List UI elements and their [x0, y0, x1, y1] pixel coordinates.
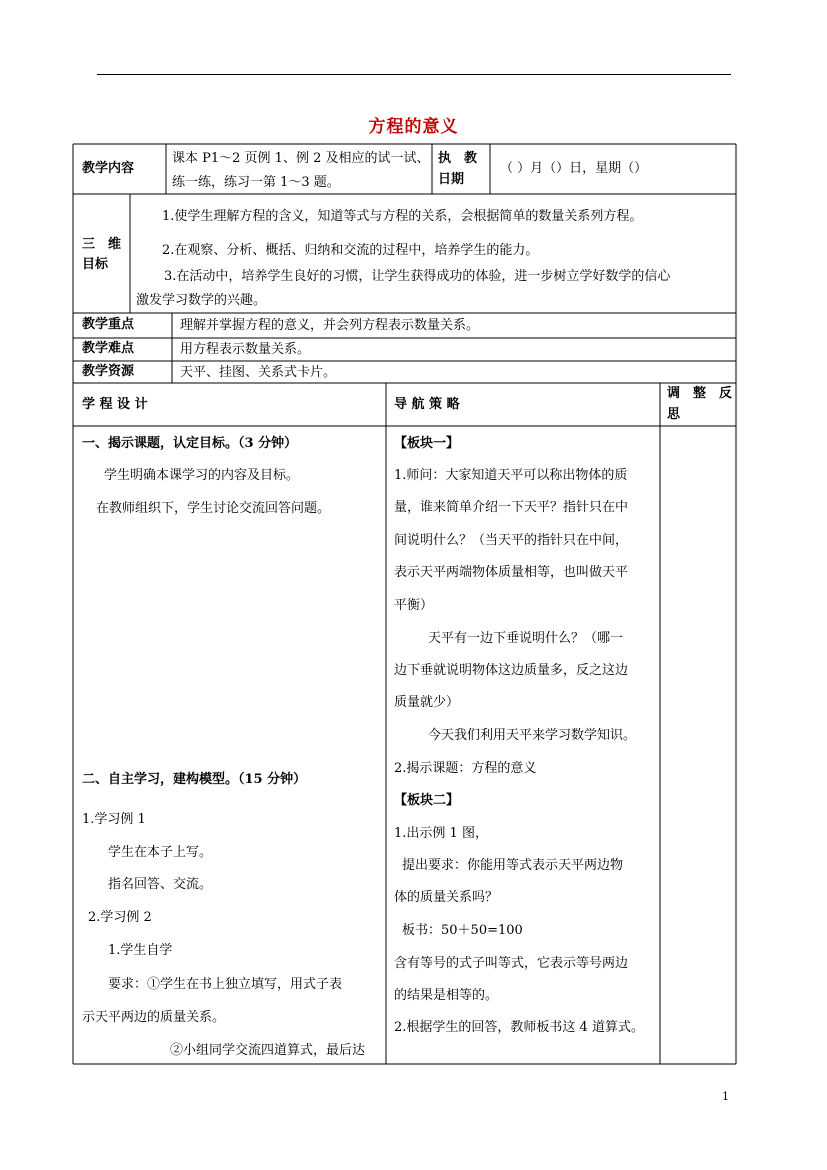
resources-label: 教学资源 [82, 364, 135, 379]
page-number: 1 [722, 1090, 729, 1103]
design-s1-p2: 在教师组织下，学生讨论交流回答问题。 [96, 501, 331, 516]
design-s2-l6: 要求：①学生在书上独立填写，用式子表 [108, 977, 343, 992]
key-points-value: 理解并掌握方程的意义，并会列方程表示数量关系。 [180, 318, 480, 333]
strategy-block-2-heading: 【板块二】 [394, 793, 460, 808]
design-s2-l3: 指名回答、交流。 [108, 877, 213, 892]
goals-label-2: 目标 [82, 257, 109, 272]
strategy-b2-l4: 板书：50＋50=100 [402, 923, 523, 938]
design-s1-p1: 学生明确本课学习的内容及目标。 [104, 468, 300, 483]
goal-item-2: 2.在观察、分析、概括、归纳和交流的过程中，培养学生的能力。 [162, 243, 539, 258]
header-rule [97, 74, 731, 75]
strategy-b1-l6: 天平有一边下垂说明什么？（哪一 [428, 631, 624, 646]
design-section-1-heading: 一、揭示课题，认定目标。（3 分钟） [82, 436, 298, 451]
difficulty-label: 教学难点 [82, 341, 135, 356]
strategy-b2-l2: 提出要求：你能用等式表示天平两边物 [402, 858, 624, 873]
content-line-2: 练一练，练习一第 1～3 题。 [172, 175, 340, 190]
strategy-b1-l1: 1.师问：大家知道天平可以称出物体的质 [394, 468, 628, 483]
strategy-b1-l8: 质量就少） [394, 695, 460, 710]
strategy-b1-l7: 边下垂就说明物体这边质量多，反之这边 [394, 663, 629, 678]
strategy-b2-l3: 体的质量关系吗？ [394, 890, 499, 905]
strategy-b1-l2: 量，谁来简单介绍一下天平？指针只在中 [394, 500, 629, 515]
goal-item-3-line-2: 激发学习数学的兴趣。 [136, 293, 267, 308]
reflect-column-header-1: 调 整 反 [667, 386, 733, 401]
goals-label-1: 三 维 [82, 237, 122, 252]
design-s2-l4: 2.学习例 2 [88, 910, 152, 925]
strategy-b1-l3: 间说明什么？（当天平的指针只在中间， [394, 533, 629, 548]
strategy-b1-l9: 今天我们利用天平来学习数学知识。 [428, 728, 637, 743]
design-s2-l7: 示天平两边的质量关系。 [82, 1010, 226, 1025]
resources-value: 天平、挂图、关系式卡片。 [180, 365, 337, 380]
strategy-b1-l10: 2.揭示课题：方程的意义 [394, 761, 537, 776]
page-title: 方程的意义 [368, 117, 459, 137]
strategy-b2-l1: 1.出示例 1 图， [394, 826, 488, 841]
difficulty-value: 用方程表示数量关系。 [180, 342, 311, 357]
design-s2-l2: 学生在本子上写。 [108, 845, 213, 860]
content-line-1: 课本 P1～2 页例 1、例 2 及相应的试一试、 [172, 151, 430, 166]
exec-label-1: 执 教 [438, 151, 478, 166]
design-s2-l1: 1.学习例 1 [82, 812, 146, 827]
reflect-column-header-2: 思 [667, 407, 681, 422]
date-value: （ ）月（）日，星期（） [500, 161, 648, 176]
design-section-2-heading: 二、自主学习，建构模型。（15 分钟） [82, 772, 307, 787]
strategy-b2-l7: 2.根据学生的回答，教师板书这 4 道算式。 [394, 1020, 644, 1035]
goal-item-1: 1.使学生理解方程的含义，知道等式与方程的关系，会根据简单的数量关系列方程。 [162, 209, 643, 224]
key-points-label: 教学重点 [82, 317, 135, 332]
design-s2-l8: ②小组同学交流四道算式，最后达 [170, 1043, 366, 1058]
design-s2-l5: 1.学生自学 [108, 943, 173, 958]
strategy-block-1-heading: 【板块一】 [394, 436, 460, 451]
exec-label-2: 日期 [438, 172, 465, 187]
design-column-header: 学 程 设 计 [82, 397, 148, 412]
strategy-b1-l4: 表示天平两端物体质量相等，也叫做天平 [394, 565, 629, 580]
goal-item-3-line-1: 3.在活动中，培养学生良好的习惯，让学生获得成功的体验，进一步树立学好数学的信心 [164, 269, 671, 284]
content-label: 教学内容 [82, 161, 135, 176]
strategy-b1-l5: 平衡） [394, 598, 434, 613]
strategy-b2-l6: 的结果是相等的。 [394, 988, 499, 1003]
strategy-column-header: 导 航 策 略 [394, 397, 460, 412]
strategy-b2-l5: 含有等号的式子叫等式，它表示等号两边 [394, 956, 629, 971]
